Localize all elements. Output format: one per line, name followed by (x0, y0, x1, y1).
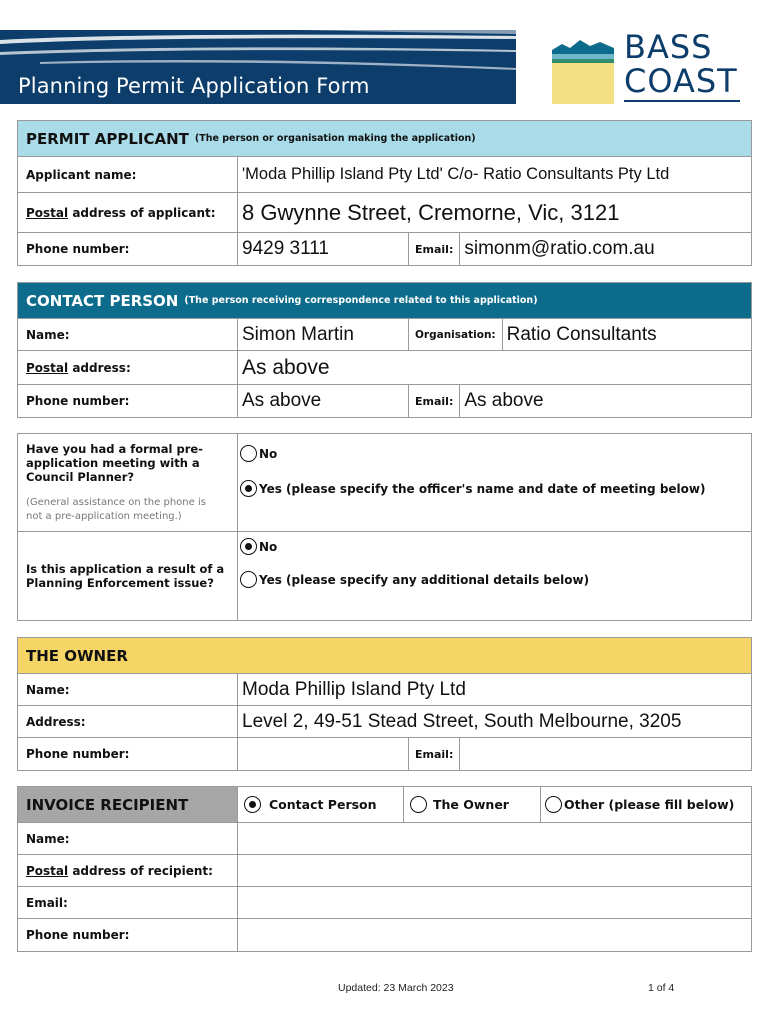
invoice-email-field[interactable] (238, 887, 751, 918)
pre-application-yes-option[interactable] (240, 480, 705, 497)
owner-email-label: Email: (408, 738, 460, 770)
radio-invoice-other[interactable] (545, 796, 562, 813)
invoice-other-option[interactable] (541, 787, 751, 822)
logo-line-coast: COAST (624, 62, 738, 100)
section-note: (The person receiving correspondence related to this application) (184, 295, 538, 306)
owner-address-row (18, 706, 751, 738)
enforcement-yes-option[interactable] (240, 571, 589, 588)
radio-enforcement-yes[interactable] (240, 571, 257, 588)
radio-pre-app-no[interactable] (240, 445, 257, 462)
invoice-recipient-section (17, 786, 752, 952)
invoice-phone-row (18, 919, 751, 951)
enforcement-row (18, 532, 751, 620)
invoice-heading-row (18, 787, 751, 823)
option-label: The Owner (433, 797, 509, 812)
option-label: No (259, 446, 278, 461)
applicant-email-label: Email: (408, 233, 460, 265)
owner-section (17, 637, 752, 771)
pre-application-note: (General assistance on the phone is not a pre-application meeting.) (26, 497, 206, 522)
pre-application-row (18, 434, 751, 532)
pre-application-section (17, 433, 752, 621)
owner-name-label: Name: (18, 674, 238, 705)
contact-name-row (18, 319, 751, 351)
owner-address-label: Address: (18, 706, 238, 737)
owner-email-field[interactable] (460, 738, 751, 770)
owner-phone-field[interactable] (238, 738, 408, 770)
postal-rest: address: (68, 360, 131, 375)
invoice-name-row (18, 823, 751, 855)
invoice-owner-option[interactable] (404, 787, 541, 822)
contact-person-heading (18, 283, 751, 319)
invoice-email-row (18, 887, 751, 919)
owner-name-row (18, 674, 751, 706)
pre-application-options (238, 434, 751, 531)
option-label: No (259, 539, 278, 554)
applicant-phone-label: Phone number: (18, 233, 238, 265)
postal-rest: address of recipient: (68, 863, 213, 878)
postal-underlined: Postal (26, 205, 69, 220)
applicant-postal-label (18, 193, 238, 232)
applicant-name-label: Applicant name: (18, 157, 238, 192)
invoice-postal-label (18, 855, 238, 886)
option-label: Yes (please specify the officer's name and date of meeting below) (259, 481, 706, 496)
section-title: THE OWNER (26, 646, 128, 665)
contact-postal-field[interactable]: As above (242, 355, 330, 379)
applicant-name-row (18, 157, 751, 193)
enforcement-options (238, 532, 751, 620)
invoice-name-label: Name: (18, 823, 238, 854)
contact-name-field[interactable]: Simon Martin (242, 323, 354, 345)
contact-email-label: Email: (408, 385, 460, 417)
banner-stripes-graphic (0, 30, 516, 74)
contact-phone-row (18, 385, 751, 417)
bass-coast-logo (552, 30, 742, 106)
owner-phone-label: Phone number: (18, 738, 238, 770)
option-label: Contact Person (269, 797, 377, 812)
invoice-postal-field[interactable] (238, 855, 751, 886)
logo-line-bass: BASS (624, 28, 713, 66)
radio-invoice-contact[interactable] (244, 796, 261, 813)
postal-rest: address of applicant: (68, 205, 216, 220)
section-title: CONTACT PERSON (26, 291, 179, 310)
logo-landscape-icon (552, 30, 614, 104)
contact-organisation-label: Organisation: (408, 319, 503, 350)
contact-name-label: Name: (18, 319, 238, 350)
enforcement-no-option[interactable] (240, 538, 277, 555)
applicant-postal-row (18, 193, 751, 233)
section-title: PERMIT APPLICANT (26, 129, 189, 148)
applicant-phone-row (18, 233, 751, 265)
owner-phone-row (18, 738, 751, 770)
applicant-postal-field[interactable]: 8 Gwynne Street, Cremorne, Vic, 3121 (242, 199, 620, 225)
applicant-name-field[interactable]: 'Moda Phillip Island Pty Ltd' C/o- Ratio Consultants Pty Ltd (242, 165, 670, 183)
logo-wordmark (624, 30, 738, 98)
owner-name-field[interactable]: Moda Phillip Island Pty Ltd (242, 678, 466, 700)
invoice-name-field[interactable] (238, 823, 751, 854)
radio-invoice-owner[interactable] (410, 796, 427, 813)
contact-phone-label: Phone number: (18, 385, 238, 417)
enforcement-question (18, 532, 238, 620)
invoice-email-label: Email: (18, 887, 238, 918)
radio-enforcement-no[interactable] (240, 538, 257, 555)
invoice-contact-option[interactable] (238, 787, 404, 822)
section-note: (The person or organisation making the application) (194, 133, 476, 144)
contact-postal-row (18, 351, 751, 385)
option-label: Yes (please specify any additional details below) (259, 572, 590, 587)
invoice-phone-label: Phone number: (18, 919, 238, 951)
postal-underlined: Postal (26, 863, 69, 878)
permit-applicant-heading (18, 121, 751, 157)
permit-applicant-section (17, 120, 752, 266)
radio-pre-app-yes[interactable] (240, 480, 257, 497)
owner-heading (18, 638, 751, 674)
logo-rule (624, 100, 740, 102)
form-title: Planning Permit Application Form (18, 74, 370, 98)
invoice-heading: INVOICE RECIPIENT (18, 787, 238, 822)
owner-address-field[interactable]: Level 2, 49-51 Stead Street, South Melbourne, 3205 (242, 710, 682, 732)
postal-underlined: Postal (26, 360, 69, 375)
contact-phone-field[interactable]: As above (242, 390, 322, 411)
contact-email-field[interactable]: As above (464, 390, 544, 411)
contact-person-section (17, 282, 752, 418)
footer-page-number: 1 of 4 (648, 982, 675, 994)
invoice-postal-row (18, 855, 751, 887)
applicant-phone-field[interactable]: 9429 3111 (242, 238, 329, 259)
pre-application-question-text: Have you had a formal pre-application meeting with a Council Planner? (26, 442, 203, 484)
contact-organisation-field[interactable]: Ratio Consultants (506, 323, 657, 345)
footer-updated: Updated: 23 March 2023 (338, 982, 454, 994)
form-banner (0, 30, 516, 104)
enforcement-question-text: Is this application a result of a Planning Enforcement issue? (26, 562, 225, 590)
pre-application-question (18, 434, 238, 531)
invoice-phone-field[interactable] (238, 919, 751, 951)
option-label: Other (please fill below) (564, 797, 735, 812)
pre-application-no-option[interactable] (240, 445, 277, 462)
applicant-email-field[interactable]: simonm@ratio.com.au (464, 238, 655, 259)
contact-postal-label (18, 351, 238, 384)
